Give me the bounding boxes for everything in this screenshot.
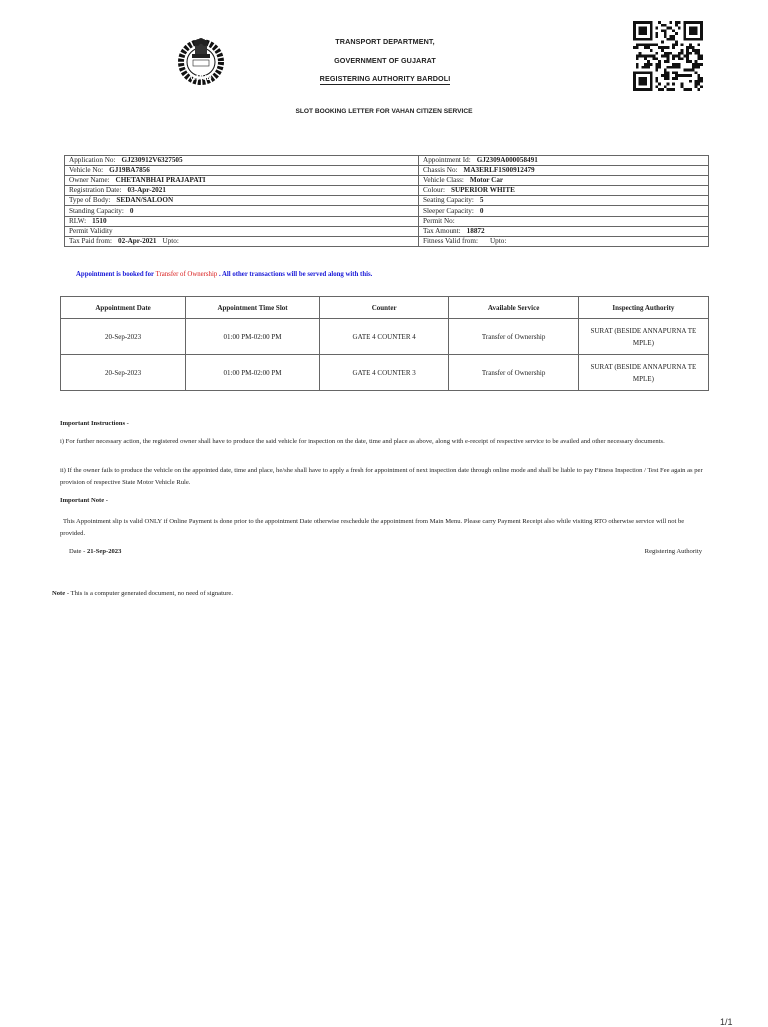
field-label: Chassis No: bbox=[423, 166, 458, 175]
field-label: RLW: bbox=[69, 216, 87, 225]
appointment-row bbox=[61, 319, 709, 355]
field-label: Appointment Id: bbox=[423, 156, 471, 165]
important-note-text: This Appointment slip is valid ONLY if Online Payment is done prior to the appointment Date otherwise reschedule the appointment from Main Menu. Please carry Payment Receipt also while visiting RTO otherwise service will not be provided. bbox=[60, 518, 685, 537]
details-cell bbox=[65, 186, 419, 196]
details-cell bbox=[419, 206, 709, 216]
details-row bbox=[65, 176, 709, 186]
footer-note-label: Note bbox=[52, 590, 66, 597]
header-authority: REGISTERING AUTHORITY BARDOLI bbox=[319, 74, 451, 83]
instruction-item: i) For further necessary action, the registered owner shall have to produce the said vehicle for inspection on the date, time and place as above, along with e-receipt of respective service to be availed and other necessary documents. bbox=[60, 438, 665, 445]
details-row bbox=[65, 186, 709, 196]
field-value: 03-Apr-2021 bbox=[127, 186, 166, 195]
details-cell bbox=[65, 226, 419, 236]
footer-note bbox=[52, 590, 233, 597]
details-cell bbox=[65, 196, 419, 206]
booking-note-suffix: . All other transactions will be served along with this. bbox=[218, 271, 373, 278]
header-department: TRANSPORT DEPARTMENT, bbox=[335, 37, 435, 46]
field-value: CHETANBHAI PRAJAPATI bbox=[115, 176, 206, 185]
details-cell bbox=[65, 176, 419, 186]
document-title: SLOT BOOKING LETTER FOR VAHAN CITIZEN SERVICE bbox=[295, 108, 473, 115]
vehicle-details-table bbox=[64, 155, 709, 247]
details-row bbox=[65, 216, 709, 226]
field-suffix: Upto: bbox=[489, 236, 507, 245]
appointment-cell: 01:00 PM-02:00 PM bbox=[186, 355, 320, 391]
details-row bbox=[65, 196, 709, 206]
field-value: SEDAN/SALOON bbox=[116, 196, 174, 205]
field-label: Vehicle Class: bbox=[423, 176, 464, 185]
details-cell bbox=[419, 176, 709, 186]
field-value: GJ230912V6327505 bbox=[121, 156, 183, 165]
svg-text:GMVD: GMVD bbox=[190, 75, 212, 82]
field-label: Owner Name: bbox=[69, 176, 110, 185]
field-value: Motor Car bbox=[469, 176, 504, 185]
gujarat-emblem-icon bbox=[172, 34, 230, 86]
field-value: MA3ERLF1S00912479 bbox=[463, 166, 535, 175]
details-cell bbox=[65, 206, 419, 216]
details-row bbox=[65, 206, 709, 216]
appointment-cell: 20-Sep-2023 bbox=[61, 355, 186, 391]
details-cell bbox=[419, 236, 709, 246]
details-cell bbox=[65, 156, 419, 166]
field-label: Fitness Valid from: bbox=[423, 236, 478, 245]
registering-authority-signature: Registering Authority bbox=[644, 548, 702, 555]
field-value: 0 bbox=[479, 206, 484, 215]
appointment-cell: GATE 4 COUNTER 4 bbox=[319, 319, 449, 355]
appointment-cell: 01:00 PM-02:00 PM bbox=[186, 319, 320, 355]
field-value: SUPERIOR WHITE bbox=[450, 186, 515, 195]
field-suffix: Upto: bbox=[162, 236, 179, 245]
appointment-cell: GATE 4 COUNTER 3 bbox=[319, 355, 449, 391]
details-row bbox=[65, 156, 709, 166]
column-header: Inspecting Authority bbox=[578, 297, 708, 319]
column-header: Counter bbox=[319, 297, 449, 319]
field-label: Tax Paid from: bbox=[69, 236, 113, 245]
field-label: Permit Validity bbox=[69, 226, 113, 235]
details-cell bbox=[419, 186, 709, 196]
qr-code-icon bbox=[633, 20, 703, 92]
appointment-cell: SURAT (BESIDE ANNAPURNA TE MPLE) bbox=[578, 319, 708, 355]
date-label: Date - bbox=[69, 548, 86, 555]
booking-note-prefix: Appointment is booked for bbox=[76, 271, 154, 278]
column-header: Available Service bbox=[449, 297, 578, 319]
page-number: 1/1 bbox=[720, 1017, 733, 1027]
field-value: 0 bbox=[129, 206, 134, 215]
appointment-table bbox=[60, 296, 709, 391]
details-cell bbox=[65, 236, 419, 246]
appointment-cell: 20-Sep-2023 bbox=[61, 319, 186, 355]
field-value: 18872 bbox=[466, 226, 485, 235]
column-header: Appointment Date bbox=[61, 297, 186, 319]
details-cell bbox=[419, 166, 709, 176]
instruction-item: ii) If the owner fails to produce the vehicle on the appointed date, time and place, he/she shall have to apply a fresh for appointment of next inspection date through online mode and shall be liable to pay Fitness Inspection / Test Fee again as per provision of respective State Motor Vehicle Rule. bbox=[60, 467, 703, 486]
header-government: GOVERNMENT OF GUJARAT bbox=[334, 56, 436, 65]
details-cell bbox=[65, 166, 419, 176]
appointment-cell: Transfer of Ownership bbox=[449, 319, 578, 355]
field-label: Sleeper Capacity: bbox=[423, 206, 474, 215]
field-label: Vehicle No: bbox=[69, 166, 104, 175]
instructions-heading: Important Instructions - bbox=[60, 420, 129, 427]
field-value: GJ2309A000058491 bbox=[476, 156, 538, 165]
field-label: Tax Amount: bbox=[423, 226, 461, 235]
letter-header bbox=[0, 0, 768, 100]
details-cell bbox=[419, 226, 709, 236]
details-cell bbox=[419, 196, 709, 206]
details-row bbox=[65, 226, 709, 236]
booking-note-service: Transfer of Ownership bbox=[155, 271, 218, 278]
appointment-cell: SURAT (BESIDE ANNAPURNA TE MPLE) bbox=[578, 355, 708, 391]
issue-date bbox=[69, 548, 121, 555]
field-label: Standing Capacity: bbox=[69, 206, 124, 215]
footer-note-text: - This is a computer generated document, no need of signature. bbox=[66, 590, 233, 597]
column-header: Appointment Time Slot bbox=[186, 297, 320, 319]
field-value: 5 bbox=[479, 196, 484, 205]
field-value: 1510 bbox=[92, 216, 107, 225]
details-cell bbox=[65, 216, 419, 226]
field-label: Seating Capacity: bbox=[423, 196, 474, 205]
appointment-cell: Transfer of Ownership bbox=[449, 355, 578, 391]
field-value: 02-Apr-2021 bbox=[118, 236, 157, 245]
details-row bbox=[65, 236, 709, 246]
field-label: Colour: bbox=[423, 186, 445, 195]
important-note-heading: Important Note - bbox=[60, 497, 108, 504]
details-row bbox=[65, 166, 709, 176]
field-label: Application No: bbox=[69, 156, 116, 165]
field-label: Type of Body: bbox=[69, 196, 111, 205]
details-cell bbox=[419, 216, 709, 226]
date-value: 21-Sep-2023 bbox=[86, 548, 122, 555]
field-value: GJ19BA7856 bbox=[109, 166, 150, 175]
field-label: Permit No: bbox=[423, 216, 455, 225]
field-label: Registration Date: bbox=[69, 186, 122, 195]
booking-note bbox=[76, 271, 372, 278]
appointment-row bbox=[61, 355, 709, 391]
details-cell bbox=[419, 156, 709, 166]
